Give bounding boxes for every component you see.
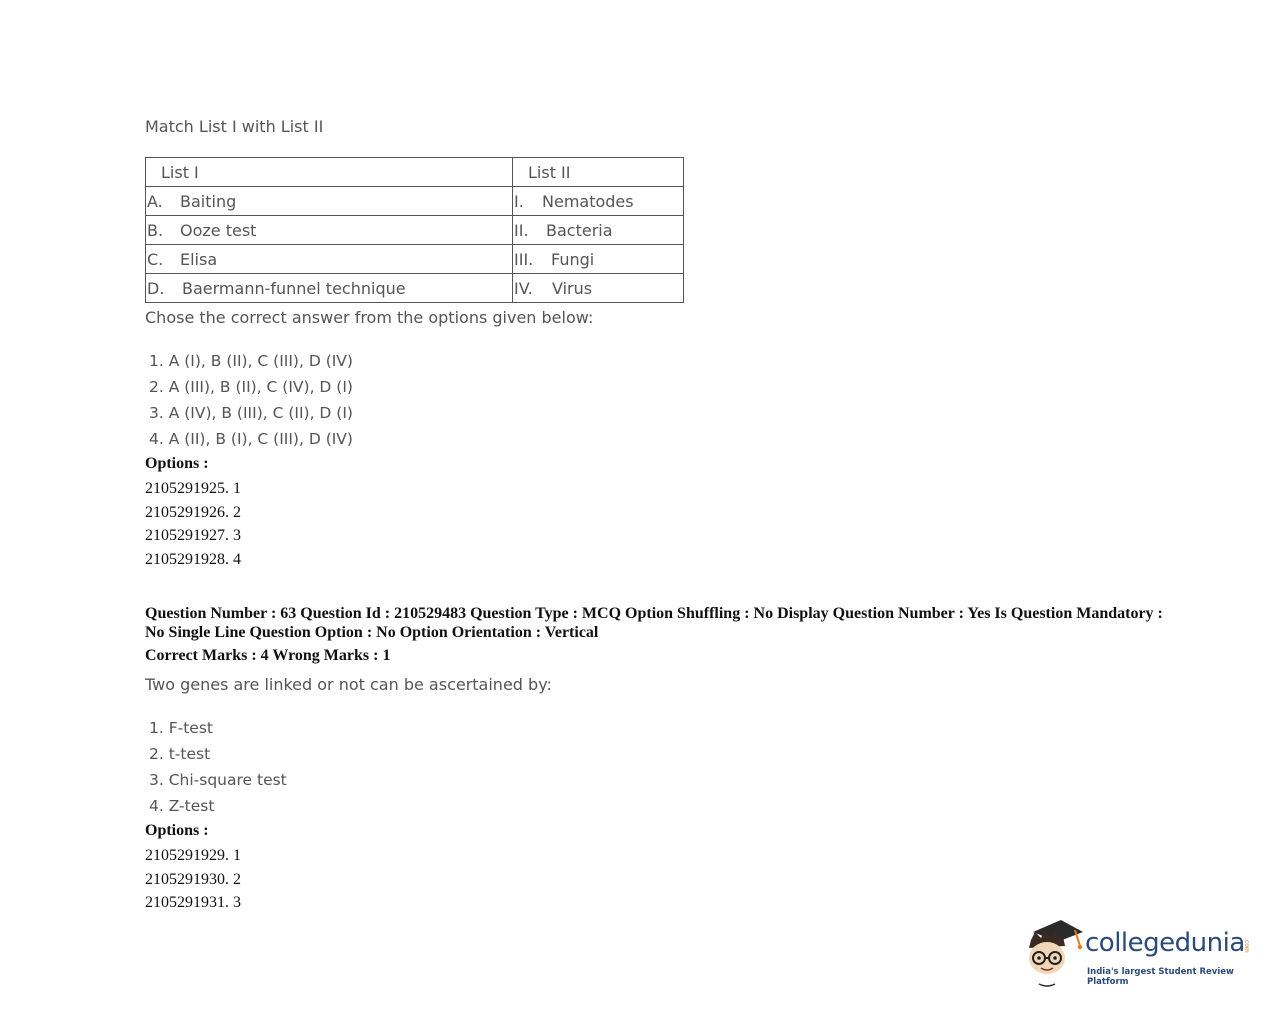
row-value: Virus <box>552 278 593 298</box>
table-header-row <box>146 158 684 187</box>
mascot-icon <box>1025 918 1087 988</box>
row-key: B. <box>147 220 164 240</box>
row-value: Fungi <box>551 249 595 269</box>
row-value: Nematodes <box>542 191 634 211</box>
row-key: D. <box>147 278 165 298</box>
collegedunia-logo <box>1025 918 1255 988</box>
list-item: 3. Chi-square test <box>149 771 287 789</box>
match-table <box>145 157 684 303</box>
list-item: 3. A (IV), B (III), C (II), D (I) <box>149 404 353 422</box>
brand-tagline: India's largest Student Review Platform <box>1087 967 1234 987</box>
list-item: 2105291925. 1 <box>145 480 241 497</box>
table-header-list2: List II <box>513 158 684 187</box>
row-key: IV. <box>514 278 533 298</box>
table-row <box>146 187 684 216</box>
row-key: I. <box>514 191 524 211</box>
list-item: 2105291928. 4 <box>145 551 241 569</box>
q2-marks: Correct Marks : 4 Wrong Marks : 1 <box>145 647 391 664</box>
row-key: II. <box>514 220 529 240</box>
row-value: Baiting <box>180 191 237 211</box>
table-row <box>146 274 684 303</box>
row-key: A. <box>147 191 163 211</box>
list-item: 2. t-test <box>149 745 211 763</box>
q1-choose-text: Chose the correct answer from the options given below: <box>145 308 594 327</box>
list-item: 1. F-test <box>149 719 213 737</box>
list-item: 2105291930. 2 <box>145 870 241 888</box>
list-item: 4. A (II), B (I), C (III), D (IV) <box>149 430 353 448</box>
list-item: 4. Z-test <box>149 797 215 815</box>
q2-meta: Question Number : 63 Question Id : 210529483 Question Type : MCQ Option Shuffling : No Display Question Number : Yes Is Question Mandatory : No Single Line Question Option : No Option Orientation : Vertical <box>145 605 1163 641</box>
list-item: 2105291926. 2 <box>145 503 241 521</box>
list-item: 2105291931. 3 <box>145 894 241 912</box>
q2-options-label: Options : <box>145 822 209 839</box>
q2-answer-list <box>149 715 287 819</box>
row-value: Bacteria <box>546 220 613 240</box>
list-item: 2. A (III), B (II), C (IV), D (I) <box>149 378 353 396</box>
list-item: 1. A (I), B (II), C (III), D (IV) <box>149 352 353 370</box>
table-row <box>146 245 684 274</box>
q2-question-text: Two genes are linked or not can be ascertained by: <box>145 675 552 694</box>
row-value: Baermann-funnel technique <box>182 278 406 298</box>
q1-instruction: Match List I with List II <box>145 117 324 136</box>
q2-options-list <box>145 844 241 915</box>
q1-options-label: Options : <box>145 455 209 472</box>
row-key: C. <box>147 249 164 269</box>
table-header-list1: List I <box>146 158 513 187</box>
q1-options-list <box>145 477 241 572</box>
row-key: III. <box>514 249 534 269</box>
brand-dotcom: .com <box>1243 938 1250 953</box>
row-value: Elisa <box>180 249 218 269</box>
list-item: 2105291927. 3 <box>145 527 241 545</box>
list-item: 2105291929. 1 <box>145 847 241 864</box>
table-row <box>146 216 684 245</box>
row-value: Ooze test <box>180 220 257 240</box>
brand-name: collegedunia <box>1085 928 1245 958</box>
q1-answer-list <box>149 348 353 452</box>
